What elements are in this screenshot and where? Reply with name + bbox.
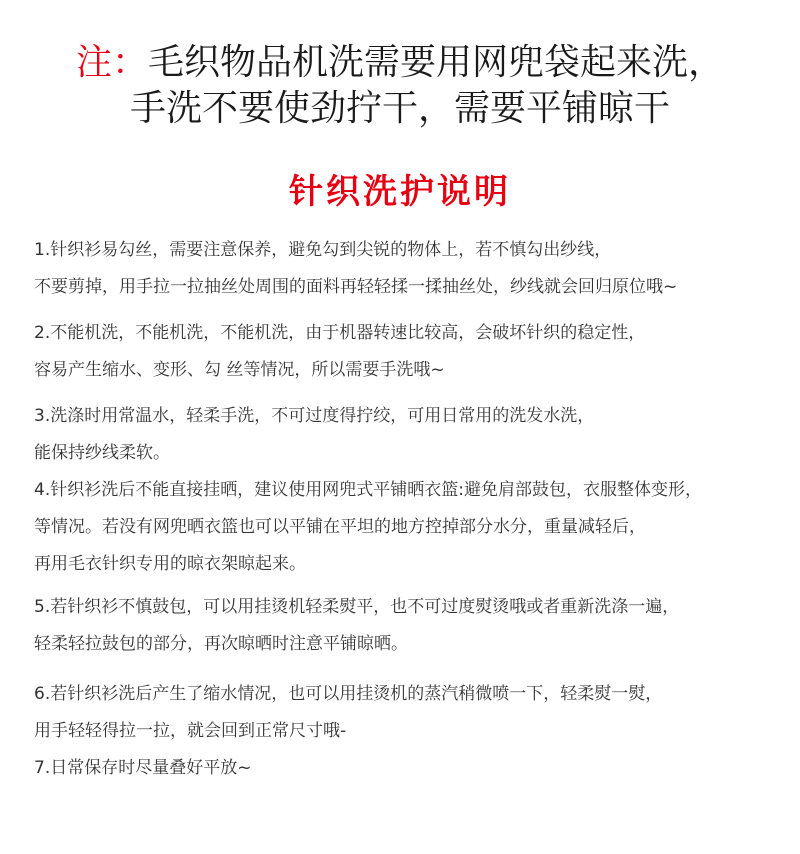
rule-line: 再用毛衣针织专用的晾衣架晾起来。 [34,554,306,574]
rule-line: 等情况。若没有网兜晒衣篮也可以平铺在平坦的地方控掉部分水分，重量减轻后， [34,517,646,537]
rule-line: 容易产生缩水、变形、勾 丝等情况，所以需要手洗哦~ [34,360,445,380]
care-rule-2 [34,315,790,389]
care-rule-4 [34,472,790,583]
care-rule-7 [34,750,790,787]
notice-line-1 [0,40,800,86]
knit-care-title: 针织洗护说明 [289,172,511,212]
rule-line: 轻柔轻拉鼓包的部分，再次晾晒时注意平铺晾晒。 [34,634,408,654]
rule-line: 6.若针织衫洗后产生了缩水情况，也可以用挂烫机的蒸汽稍微喷一下，轻柔熨一熨， [34,684,663,704]
care-rule-3 [34,398,790,472]
rule-line: 不要剪掉，用手拉一拉抽丝处周围的面料再轻轻揉一揉抽丝处，纱线就会回归原位哦~ [34,277,678,297]
notice-prefix: 注： [75,42,148,83]
care-rule-6 [34,676,790,750]
care-rule-5 [34,589,790,663]
notice-text-1: 毛织物品机洗需要用网兜袋起来洗， [148,42,725,83]
notice-line-2: 手洗不要使劲拧干，需要平铺晾干 [129,88,670,129]
care-rule-1 [34,232,790,306]
rule-line: 4.针织衫洗后不能直接挂晒，建议使用网兜式平铺晒衣篮:避免肩部鼓包，衣服整体变形， [34,480,702,500]
care-instructions [34,232,790,787]
rule-line: 用手轻轻得拉一拉，就会回到正常尺寸哦- [34,721,347,741]
rule-line: 7.日常保存时尽量叠好平放~ [34,758,252,778]
rule-line: 3.洗涤时用常温水，轻柔手洗，不可过度得拧绞，可用日常用的洗发水洗， [34,406,595,426]
rule-line: 1.针织衫易勾丝，需要注意保养，避免勾到尖锐的物体上，若不慎勾出纱线， [34,240,612,260]
rule-line: 2.不能机洗，不能机洗，不能机洗，由于机器转速比较高，会破坏针织的稳定性， [34,323,646,343]
wash-notice [0,40,800,132]
rule-line: 能保持纱线柔软。 [34,443,170,463]
rule-line: 5.若针织衫不慎鼓包，可以用挂烫机轻柔熨平，也不可过度熨烫哦或者重新洗涤一遍， [34,597,680,617]
